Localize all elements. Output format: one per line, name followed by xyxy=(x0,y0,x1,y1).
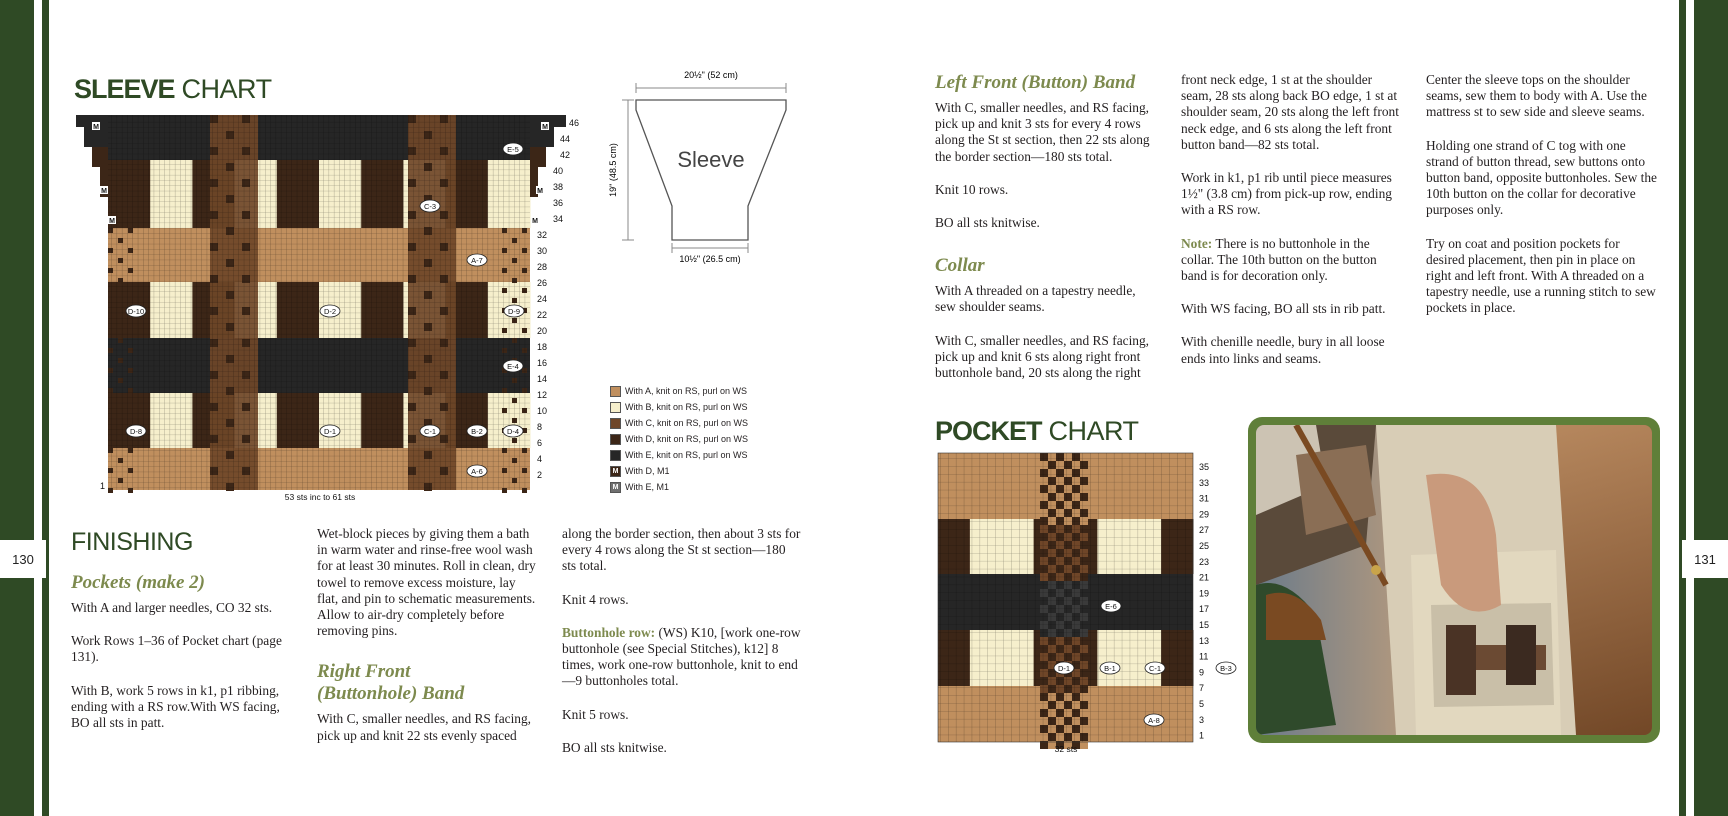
sleeve-marker-d-9: D-9 xyxy=(507,307,521,316)
blocking-paragraph: Wet-block pieces by giving them a bath in warm water and rinse-free wool wash for at least 30 minutes. Roll in clean, dry towel to remove excess moisture, lay flat, and pin to schematic measurements. Allow to air-dry completely before removing pins. xyxy=(317,526,536,639)
sleeve-marker-d-8: D-8 xyxy=(129,427,143,436)
sleeve-marker-a-6: A-6 xyxy=(471,467,483,476)
sleeve-row-number: 42 xyxy=(560,150,571,160)
sleeve-marker-d-10: D-10 xyxy=(127,307,145,316)
pocket-row-number: 15 xyxy=(1199,620,1210,630)
sleeve-row-number: 40 xyxy=(553,166,564,176)
sleeve-row-number: 14 xyxy=(537,374,548,384)
sleeve-m1-mark: M xyxy=(101,188,107,195)
finishing-title: FINISHING xyxy=(71,528,193,556)
right-front-band-step-2: along the border section, then about 3 sts for every 4 rows along the St st section—180 sts total. xyxy=(562,526,801,574)
pocket-marker-c-1: C-1 xyxy=(1148,664,1162,673)
right-page-column-3 xyxy=(1426,72,1658,334)
page-number-left: 130 xyxy=(0,540,46,578)
sleeve-m1-mark: M xyxy=(109,218,115,225)
sleeve-row-number: 32 xyxy=(537,230,548,240)
sleeve-row-number: 30 xyxy=(537,246,548,256)
sleeve-row-number: 18 xyxy=(537,342,548,352)
pocket-marker-b-1: B-1 xyxy=(1104,664,1116,673)
legend-label: With B, knit on RS, purl on WS xyxy=(625,402,748,412)
legend-label: With C, knit on RS, purl on WS xyxy=(625,418,749,428)
collar-step-4: Work in k1, p1 rib until piece measures 1½" (3.8 cm) from pick-up row, ending with a RS row. xyxy=(1181,170,1392,218)
legend-label: With E, M1 xyxy=(625,482,670,492)
sleeve-row-number: 16 xyxy=(537,358,548,368)
sleeve-row-number: 38 xyxy=(553,182,564,192)
pocket-row-number: 19 xyxy=(1199,588,1210,599)
pocket-row-number: 35 xyxy=(1199,462,1210,472)
sleeve-marker-c-1: C-1 xyxy=(423,427,437,436)
pocket-row-number: 5 xyxy=(1199,699,1205,709)
right-front-band-step-3: Knit 4 rows. xyxy=(562,591,629,607)
pocket-row-number: 3 xyxy=(1199,714,1205,725)
sleeve-row-number: 6 xyxy=(537,438,543,448)
right-front-band-step-1: With C, smaller needles, and RS facing, pick up and knit 22 sts evenly spaced xyxy=(317,711,532,743)
page-number-right: 131 xyxy=(1682,540,1728,578)
collar-step-1: With A threaded on a tapestry needle, sew shoulder seams. xyxy=(935,283,1136,315)
pocket-row-number: 31 xyxy=(1199,493,1210,504)
right-front-band-step-5: BO all sts knitwise. xyxy=(562,739,667,755)
collar-step-5: With WS facing, BO all sts in rib patt. xyxy=(1181,301,1386,317)
pocket-row-number: 27 xyxy=(1199,525,1210,536)
sleeve-row-number: 10 xyxy=(537,406,548,416)
pocket-photo xyxy=(1256,425,1652,735)
pocket-row-number: 1 xyxy=(1199,730,1205,741)
sleeve-row-number: 22 xyxy=(537,310,548,320)
pockets-heading: Pockets (make 2) xyxy=(71,572,206,593)
sleeve-row-number: 34 xyxy=(553,214,564,224)
sleeve-row-number: 12 xyxy=(537,390,548,400)
sleeve-row-number: 44 xyxy=(560,134,571,144)
legend-label: With E, knit on RS, purl on WS xyxy=(625,450,748,460)
sleeve-marker-d-2: D-2 xyxy=(323,307,337,316)
finishing-buttons: Holding one strand of C tog with one strand of button thread, sew buttons onto button band, opposite buttonholes. Sew the 10th button on the collar for decorative purposes only. xyxy=(1426,137,1657,218)
legend-swatch: M xyxy=(610,466,621,477)
legend-label: With D, M1 xyxy=(625,466,670,476)
schematic-bottom-width: 10½" (26.5 cm) xyxy=(679,254,741,264)
buttonhole-row-text: (WS) K10, [work one-row buttonhole (see Special Stitches), k12] 8 times, work one-row buttonhole, knit to end—9 buttonholes total. xyxy=(562,624,801,689)
collar-heading: Collar xyxy=(935,255,985,277)
sleeve-marker-b-2: B-2 xyxy=(471,427,483,436)
right-edge-band xyxy=(1694,0,1728,816)
schematic-height: 19" (48.5 cm) xyxy=(608,143,618,197)
sleeve-marker-c-3: C-3 xyxy=(423,202,437,211)
pocket-marker-d-1: D-1 xyxy=(1057,664,1071,673)
sleeve-m1-mark: M xyxy=(93,124,99,131)
pocket-photo-illustration xyxy=(1256,425,1652,735)
sleeve-row-number: 20 xyxy=(537,326,548,336)
sleeve-marker-e-5: E-5 xyxy=(507,145,519,154)
finishing-seams: Center the sleeve tops on the shoulder seams, sew them to body with A. Use the mattress st to sew side and sleeve seams. xyxy=(1426,72,1647,120)
pocket-grid xyxy=(938,453,1193,742)
sleeve-chart-title-rest: CHART xyxy=(174,74,272,104)
legend-swatch: M xyxy=(610,482,621,493)
collar-step-2: With C, smaller needles, and RS facing, pick up and knit 6 sts along right front buttonhole band, 20 sts along the right xyxy=(935,332,1150,381)
collar-note-lead: Note: xyxy=(1181,235,1213,251)
right-edge-line xyxy=(1679,0,1686,816)
left-front-band-step-2: Knit 10 rows. xyxy=(935,181,1009,197)
sleeve-row-number: 4 xyxy=(537,454,543,464)
sleeve-width-label: 53 sts inc to 61 sts xyxy=(284,492,356,502)
finishing-pockets: Try on coat and position pockets for desired placement, then pin in place on right and left front. With A threaded on a tapestry needle, use a running stitch to sew pockets in place. xyxy=(1426,235,1656,316)
pocket-row-number: 25 xyxy=(1199,541,1210,551)
left-front-band-step-3: BO all sts knitwise. xyxy=(935,215,1040,231)
pocket-chart-title-bold: POCKET xyxy=(935,416,1042,446)
sleeve-m1-mark: M xyxy=(532,218,538,225)
pocket-row-number: 29 xyxy=(1199,509,1210,520)
sleeve-marker-d-1: D-1 xyxy=(323,427,337,436)
pocket-marker-e-6: E-6 xyxy=(1105,602,1117,611)
buttonhole-row-lead: Buttonhole row: xyxy=(562,624,656,640)
sleeve-row-number: 24 xyxy=(537,294,548,304)
pocket-row-number: 33 xyxy=(1199,477,1210,488)
right-front-band-step-4: Knit 5 rows. xyxy=(562,706,629,722)
pocket-width-label: 32 sts xyxy=(1054,744,1078,754)
sleeve-row-number: 2 xyxy=(537,470,543,480)
sleeve-row-number: 1 xyxy=(100,481,106,491)
pocket-chart-title-rest: CHART xyxy=(1041,416,1139,446)
sleeve-marker-e-4: E-4 xyxy=(507,362,519,371)
sleeve-row-number: 36 xyxy=(553,198,564,208)
sleeve-m1-mark: M xyxy=(542,124,548,131)
pocket-row-number: 13 xyxy=(1199,635,1210,646)
schematic-top-width: 20½" (52 cm) xyxy=(684,70,738,80)
left-front-band-heading: Left Front (Button) Band xyxy=(935,72,1136,93)
pocket-marker-b-3: B-3 xyxy=(1220,664,1232,673)
right-front-band-heading: Right Front (Buttonhole) Band xyxy=(317,661,465,705)
sleeve-row-number: 46 xyxy=(569,118,580,128)
left-front-band-step-1: With C, smaller needles, and RS facing, pick up and knit 3 sts for every 4 rows along the St st section, then 22 sts along the border section—180 sts total. xyxy=(935,100,1150,164)
collar-step-6: With chenille needle, bury in all loose ends into links and seams. xyxy=(1181,334,1385,366)
sleeve-row-number: 26 xyxy=(537,278,548,288)
pocket-marker-a-8: A-8 xyxy=(1148,716,1160,725)
pocket-row-number: 21 xyxy=(1199,572,1210,583)
sleeve-m1-mark: M xyxy=(537,188,543,195)
schematic-label: Sleeve xyxy=(677,147,745,172)
pockets-step-1: With A and larger needles, CO 32 sts. xyxy=(71,600,273,615)
pockets-step-3: With B, work 5 rows in k1, p1 ribbing, ending with a RS row.With WS facing, BO all sts in patt. xyxy=(71,682,280,731)
collar-note-text: There is no buttonhole in the collar. The 10th button on the button band is for decoration only. xyxy=(1181,235,1377,284)
sleeve-row-number: 28 xyxy=(537,262,548,272)
collar-step-3: front neck edge, 1 st at the shoulder seam, 28 sts along back BO edge, 1 st at shoulder seam, 20 sts along the left front neck edge, and 6 sts along the left front button band—82 sts total. xyxy=(1181,72,1399,152)
sleeve-marker-a-7: A-7 xyxy=(471,256,483,265)
legend-label: With D, knit on RS, purl on WS xyxy=(625,434,749,444)
pocket-row-number: 9 xyxy=(1199,667,1205,678)
sleeve-chart-title-bold: SLEEVE xyxy=(74,74,175,104)
sleeve-marker-d-4: D-4 xyxy=(506,427,520,436)
pocket-row-number: 23 xyxy=(1199,556,1210,567)
pocket-row-number: 7 xyxy=(1199,683,1205,694)
sleeve-row-number: 8 xyxy=(537,422,543,432)
legend-label: With A, knit on RS, purl on WS xyxy=(625,386,748,396)
pocket-row-number: 11 xyxy=(1199,651,1209,662)
pockets-step-2: Work Rows 1–36 of Pocket chart (page 131). xyxy=(71,633,282,665)
pocket-row-number: 17 xyxy=(1199,604,1210,615)
